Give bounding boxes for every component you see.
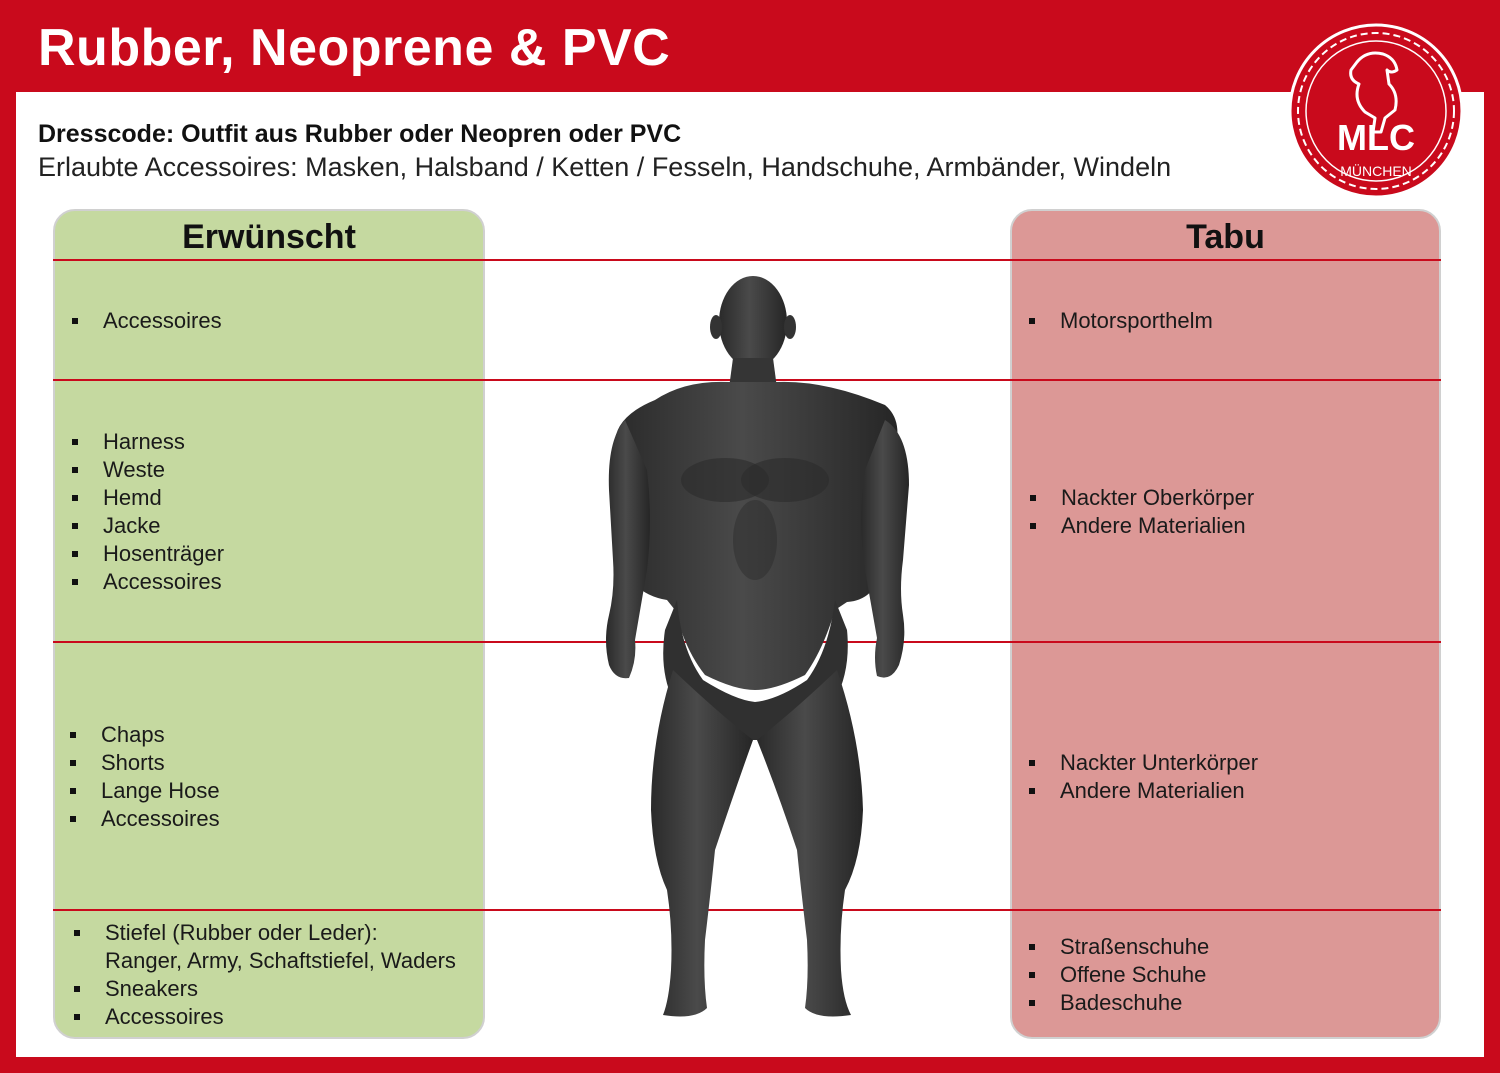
list-item: Offene Schuhe — [1029, 961, 1209, 989]
mlc-logo — [1287, 22, 1465, 200]
allowed-accessories-text: Erlaubte Accessoires: Masken, Halsband / Ketten / Fesseln, Handschuhe, Armbänder, Windeln — [38, 152, 1172, 182]
list-item: Accessoires — [72, 307, 222, 335]
list-item: Shorts — [70, 749, 220, 777]
list-item-label: Stiefel (Rubber oder Leder): — [105, 920, 378, 945]
list-item: Straßenschuhe — [1029, 933, 1209, 961]
wanted-list-legs — [70, 721, 220, 833]
wanted-list-head — [72, 307, 222, 335]
list-item: Lange Hose — [70, 777, 220, 805]
list-item: Hosenträger — [72, 540, 224, 568]
list-item: Chaps — [70, 721, 220, 749]
list-item: Andere Materialien — [1029, 777, 1258, 805]
list-item: Nackter Unterkörper — [1029, 749, 1258, 777]
list-item: Weste — [72, 456, 224, 484]
taboo-heading: Tabu — [1186, 218, 1265, 256]
taboo-list-feet — [1029, 933, 1209, 1017]
list-item: Andere Materialien — [1030, 512, 1254, 540]
wanted-heading: Erwünscht — [182, 218, 356, 256]
list-item: Accessoires — [70, 805, 220, 833]
wanted-list-torso — [72, 428, 224, 596]
list-item: Hemd — [72, 484, 224, 512]
logo-text: MLC — [1337, 117, 1415, 158]
divider-line — [53, 259, 1441, 261]
list-item: Motorsporthelm — [1029, 307, 1213, 335]
list-item: Badeschuhe — [1029, 989, 1209, 1017]
list-item: Jacke — [72, 512, 224, 540]
taboo-list-torso — [1030, 484, 1254, 540]
list-item-continuation: Ranger, Army, Schaftstiefel, Waders — [105, 948, 456, 973]
list-item — [74, 919, 456, 975]
taboo-list-legs — [1029, 749, 1258, 805]
dresscode-text: Dresscode: Outfit aus Rubber oder Neopren oder PVC — [38, 120, 682, 148]
list-item: Nackter Oberkörper — [1030, 484, 1254, 512]
list-item: Harness — [72, 428, 224, 456]
wanted-list-feet — [74, 919, 456, 1031]
page-title: Rubber, Neoprene & PVC — [38, 19, 671, 77]
list-item: Accessoires — [74, 1003, 456, 1031]
list-item: Accessoires — [72, 568, 224, 596]
list-item: Sneakers — [74, 975, 456, 1003]
logo-subtext: MÜNCHEN — [1340, 163, 1412, 179]
mannequin-figure — [585, 270, 925, 1040]
taboo-list-head — [1029, 307, 1213, 335]
